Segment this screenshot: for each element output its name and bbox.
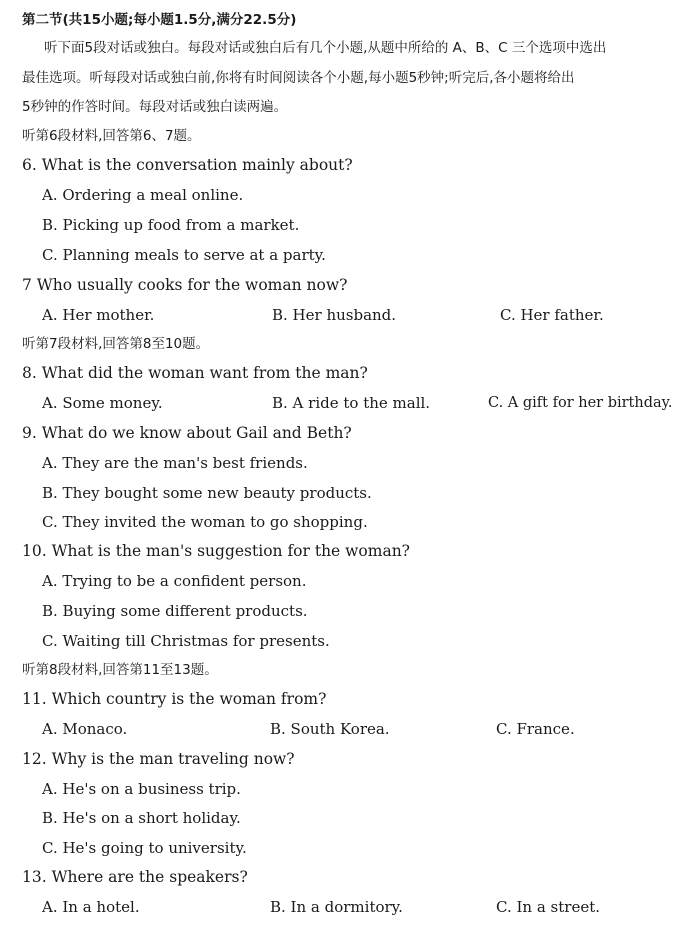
option: A. Some money. (42, 394, 163, 412)
option: C. He's going to university. (42, 839, 247, 857)
question-stem: 7 Who usually cooks for the woman now? (22, 276, 348, 294)
option: B. A ride to the mall. (272, 394, 431, 412)
option: B. South Korea. (270, 720, 390, 738)
option: B. In a dormitory. (270, 898, 403, 916)
option: C. A gift for her birthday. (488, 395, 673, 411)
instructions-line-1: 听下面5段对话或独白。每段对话或独白后有几个小题,从题中所给的 A、B、C 三个选项中选出 (44, 40, 607, 56)
option: B. Buying some different products. (42, 602, 308, 620)
option: A. Ordering a meal online. (42, 186, 244, 204)
instructions-line-2: 最佳选项。听每段对话或独白前,你将有时间阅读各个小题,每小题5秒钟;听完后,各小题将给出 (22, 70, 575, 86)
group-prompt: 听第8段材料,回答第11至13题。 (22, 662, 218, 678)
section-header: 第二节(共15小题;每小题1.5分,满分22.5分) (22, 12, 297, 28)
question-stem: 10. What is the man's suggestion for the woman? (22, 542, 410, 560)
option: B. He's on a short holiday. (42, 809, 241, 827)
option: A. They are the man's best friends. (42, 454, 308, 472)
group-prompt: 听第6段材料,回答第6、7题。 (22, 128, 201, 144)
option: A. In a hotel. (42, 898, 140, 916)
option: B. They bought some new beauty products. (42, 484, 372, 502)
option: A. Trying to be a confident person. (42, 572, 307, 590)
option: C. Her father. (500, 306, 604, 324)
option: C. In a street. (496, 898, 600, 916)
option: A. He's on a business trip. (42, 780, 241, 798)
option: C. France. (496, 720, 575, 738)
instructions-line-3: 5秒钟的作答时间。每段对话或独白读两遍。 (22, 99, 288, 115)
option: A. Her mother. (42, 306, 155, 324)
question-stem: 8. What did the woman want from the man? (22, 364, 368, 382)
option: C. Waiting till Christmas for presents. (42, 632, 330, 650)
question-stem: 9. What do we know about Gail and Beth? (22, 424, 352, 442)
option: A. Monaco. (42, 720, 128, 738)
question-stem: 12. Why is the man traveling now? (22, 750, 295, 768)
option: B. Her husband. (272, 306, 397, 324)
question-stem: 6. What is the conversation mainly about? (22, 156, 353, 174)
option: B. Picking up food from a market. (42, 216, 300, 234)
question-stem: 13. Where are the speakers? (22, 868, 248, 886)
question-stem: 11. Which country is the woman from? (22, 690, 327, 708)
group-prompt: 听第7段材料,回答第8至10题。 (22, 336, 210, 352)
option: C. They invited the woman to go shopping. (42, 513, 368, 531)
option: C. Planning meals to serve at a party. (42, 246, 326, 264)
